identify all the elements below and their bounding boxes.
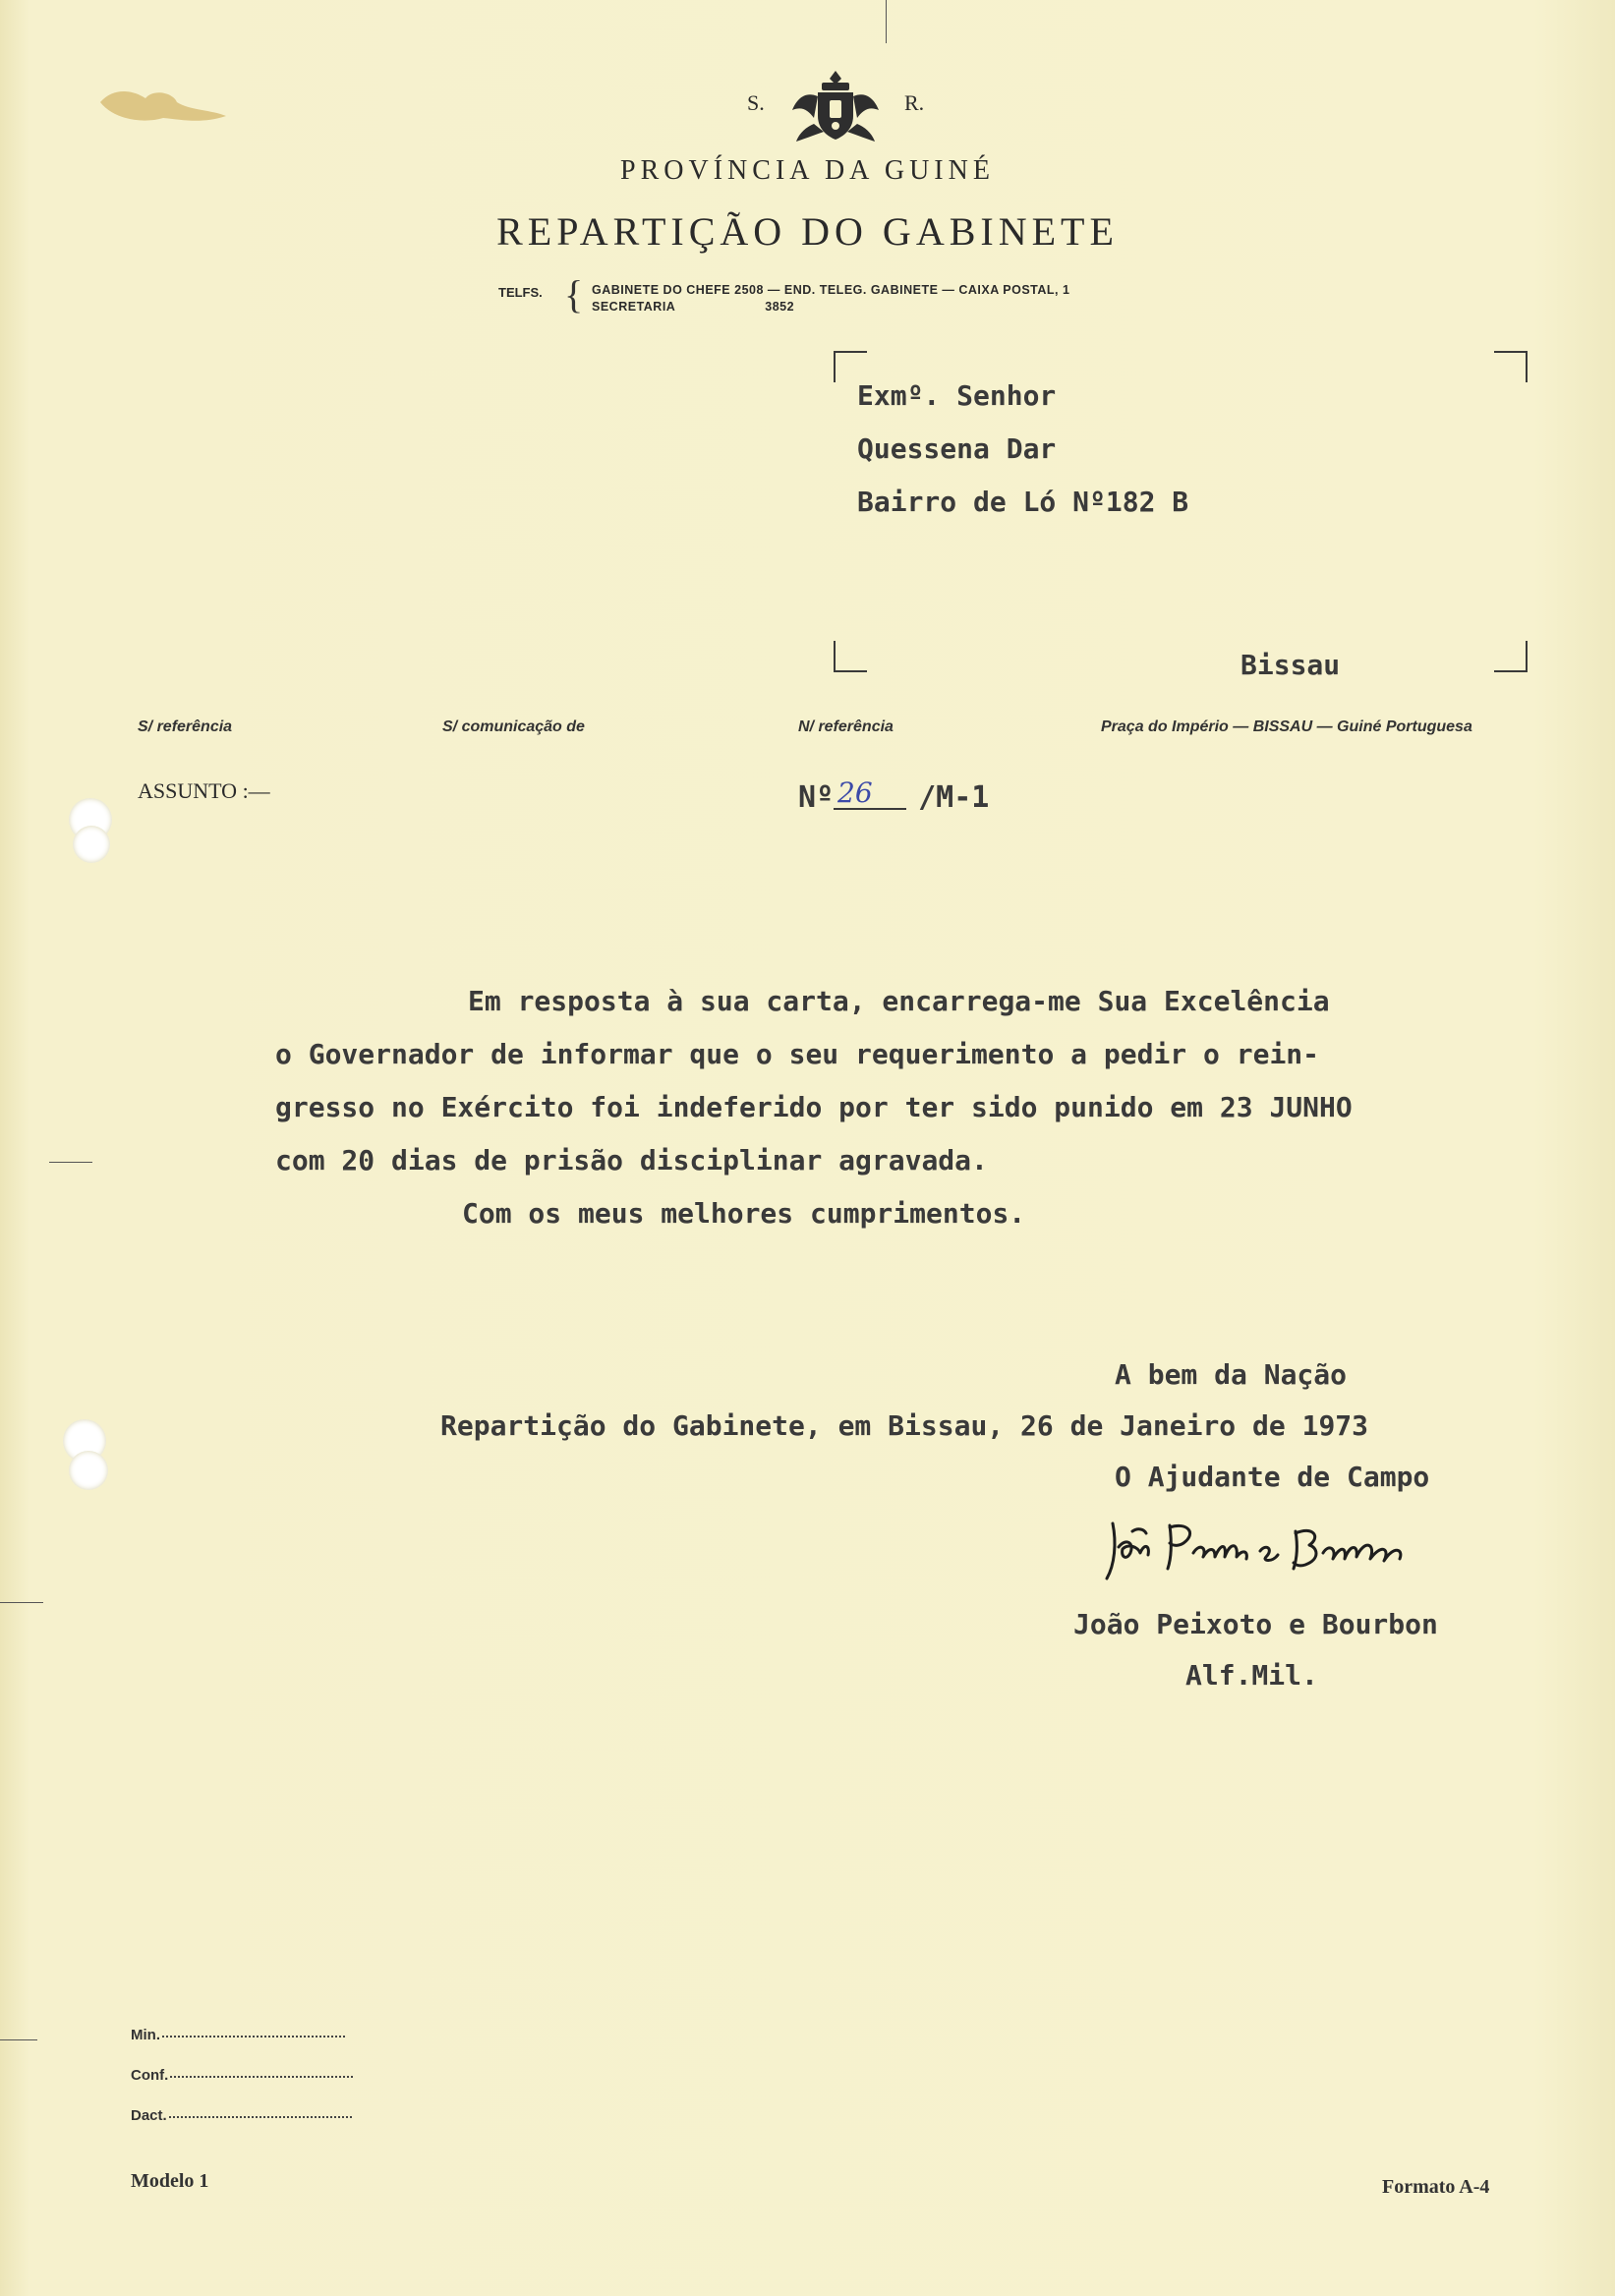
address-corner-mark <box>834 641 867 672</box>
telephone-line: GABINETE DO CHEFE 2508 — END. TELEG. GABINETE — CAIXA POSTAL, 1 <box>592 283 1070 297</box>
brace-glyph: { <box>564 272 584 316</box>
body-line: Com os meus melhores cumprimentos. <box>462 1197 1026 1230</box>
telephone-line: SECRETARIA 3852 <box>592 300 795 314</box>
recipient-name: Quessena Dar <box>857 432 1057 465</box>
stain-mark <box>94 81 232 128</box>
monogram-r: R. <box>904 90 925 115</box>
body-line: o Governador de informar que o seu requerimento a pedir o rein- <box>275 1038 1320 1070</box>
monogram-s: S. <box>747 90 765 115</box>
punch-hole <box>73 826 110 863</box>
signatory-rank: Alf.Mil. <box>1185 1659 1318 1692</box>
place-date-line: Repartição do Gabinete, em Bissau, 26 de Janeiro de 1973 <box>440 1409 1369 1442</box>
body-line: Em resposta à sua carta, encarrega-me Sua Excelência <box>468 985 1330 1017</box>
signatory-title: O Ajudante de Campo <box>1115 1461 1430 1493</box>
fold-mark <box>886 0 887 43</box>
form-model: Modelo 1 <box>131 2170 209 2192</box>
department-heading: REPARTIÇÃO DO GABINETE <box>496 209 1119 254</box>
dotted-line <box>162 2036 345 2038</box>
conference-label: Conf. <box>131 2067 169 2084</box>
signatory-name: João Peixoto e Bourbon <box>1073 1608 1438 1640</box>
handwritten-signature <box>1099 1514 1463 1584</box>
telfs-label: TELFS. <box>498 285 543 300</box>
typist-label: Dact. <box>131 2107 167 2124</box>
address-corner-mark <box>1494 641 1528 672</box>
fold-mark <box>0 1602 43 1603</box>
subject-label: ASSUNTO :— <box>138 778 270 803</box>
fold-mark <box>49 1162 92 1163</box>
typist-field <box>131 2107 352 2124</box>
number-suffix: /M-1 <box>918 780 990 815</box>
address-corner-mark <box>834 351 867 382</box>
dotted-line <box>170 2076 353 2078</box>
body-line: gresso no Exército foi indeferido por ter sido punido em 23 JUNHO <box>275 1091 1353 1123</box>
reference-label: S/ referência <box>138 718 233 735</box>
number-prefix: Nº <box>798 780 835 815</box>
paper-format: Formato A-4 <box>1382 2176 1490 2198</box>
handwritten-number: 26 <box>837 776 873 809</box>
minute-label: Min. <box>131 2027 160 2043</box>
recipient-address: Bairro de Ló Nº182 B <box>857 486 1189 518</box>
recipient-salutation: Exmº. Senhor <box>857 379 1057 412</box>
province-heading: PROVÍNCIA DA GUINÉ <box>620 155 995 186</box>
coat-of-arms-icon <box>788 67 883 145</box>
dotted-line <box>169 2116 352 2118</box>
our-reference-label: N/ referência <box>798 718 894 735</box>
communication-label: S/ comunicação de <box>442 718 585 735</box>
minute-field <box>131 2027 345 2043</box>
fold-mark <box>0 2039 37 2040</box>
recipient-city: Bissau <box>1240 649 1341 681</box>
closing-formula: A bem da Nação <box>1115 1358 1348 1391</box>
office-address: Praça do Império — BISSAU — Guiné Portuguesa <box>1101 718 1472 735</box>
punch-hole <box>69 1451 108 1490</box>
body-line: com 20 dias de prisão disciplinar agravada. <box>275 1144 988 1177</box>
address-corner-mark <box>1494 351 1528 382</box>
conference-field <box>131 2067 353 2084</box>
